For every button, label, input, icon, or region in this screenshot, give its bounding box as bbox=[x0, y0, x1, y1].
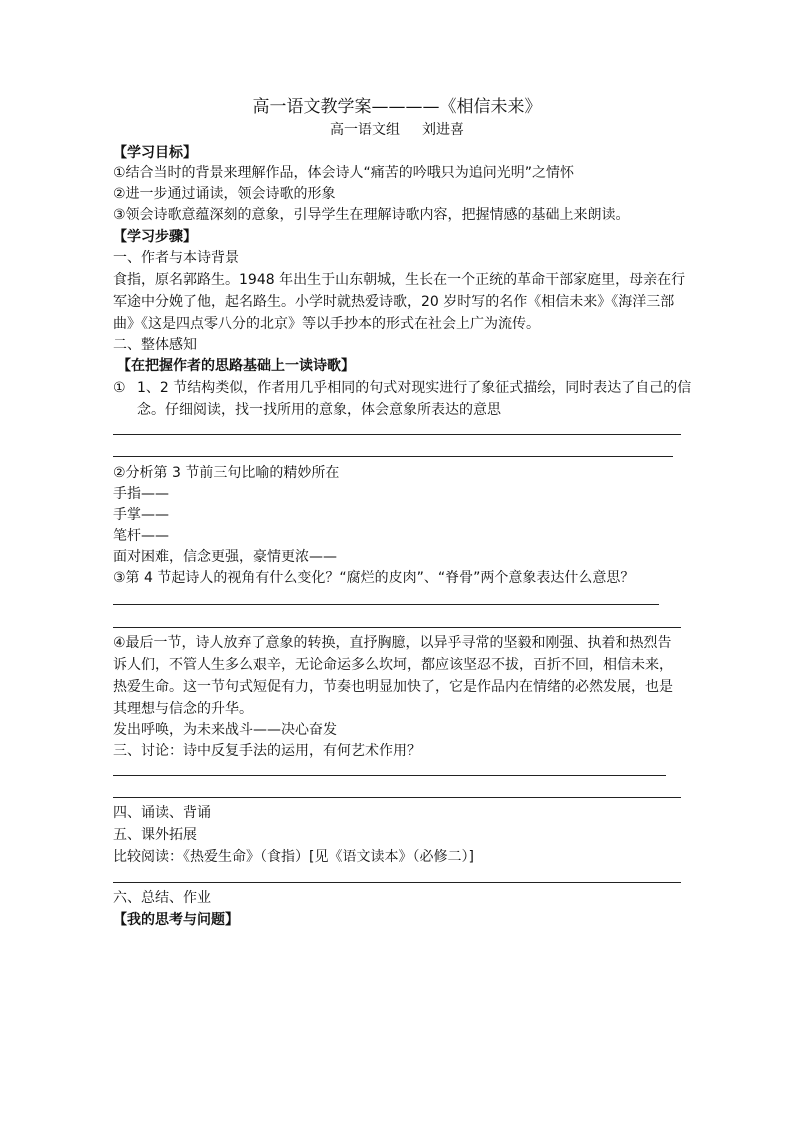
steps-heading: 【学习步骤】 bbox=[113, 229, 197, 245]
answer-line[interactable] bbox=[113, 797, 681, 798]
metaphor-item: 手指—— bbox=[113, 486, 169, 502]
question-line: 念。仔细阅读，找一找所用的意象，体会意象所表达的意思 bbox=[137, 402, 501, 418]
section-heading: 六、总结、作业 bbox=[113, 890, 211, 906]
paragraph-line: ④最后一节，诗人放弃了意象的转换，直抒胸臆，以异乎寻常的坚毅和刚强、执着和热烈告 bbox=[113, 635, 672, 651]
section-heading: 三、讨论：诗中反复手法的运用，有何艺术作用？ bbox=[113, 743, 421, 759]
group-name: 高一语文组 bbox=[330, 122, 400, 138]
paragraph-line: 热爱生命。这一节句式短促有力，节奏也明显加快了，它是作品内在情绪的必然发展，也是 bbox=[113, 679, 673, 695]
paragraph-line: 军途中分娩了他，起名路生。小学时就热爱诗歌，20 岁时写的名作《相信未来》《海洋三部 bbox=[113, 294, 675, 310]
answer-line[interactable] bbox=[113, 775, 666, 776]
sub-heading: 【在把握作者的思路基础上一读诗歌】 bbox=[117, 358, 355, 374]
objective-item: ③领会诗歌意蕴深刻的意象，引导学生在理解诗歌内容，把握情感的基础上来朗读。 bbox=[113, 207, 630, 223]
page-subtitle bbox=[0, 120, 794, 140]
paragraph-line: 食指，原名郭路生。1948 年出生于山东朝城，生长在一个正统的革命干部家庭里，母亲在行 bbox=[113, 272, 686, 288]
paragraph-line: 诉人们，不管人生多么艰辛，无论命运多么坎坷，都应该坚忍不拔，百折不回，相信未来， bbox=[113, 657, 673, 673]
reading-line: 比较阅读：《热爱生命》（食指）[见《语文读本》（必修二）] bbox=[113, 849, 474, 865]
question-line: 1、2 节结构类似，作者用几乎相同的句式对现实进行了象征式描绘，同时表达了自己的信 bbox=[137, 380, 692, 396]
reflection-heading: 【我的思考与问题】 bbox=[113, 912, 239, 928]
objective-item: ①结合当时的背景来理解作品，体会诗人“痛苦的吟哦只为追问光明”之情怀 bbox=[113, 165, 575, 181]
summary-line: 面对困难，信念更强，豪情更浓—— bbox=[113, 549, 337, 565]
metaphor-item: 笔杆—— bbox=[113, 528, 169, 544]
question-line: ②分析第 3 节前三句比喻的精妙所在 bbox=[113, 465, 340, 481]
section-heading: 四、诵读、背诵 bbox=[113, 805, 211, 821]
paragraph-line: 其理想与信念的升华。 bbox=[113, 701, 253, 717]
paragraph-line: 曲》《这是四点零八分的北京》等以手抄本的形式在社会上广为流传。 bbox=[113, 316, 540, 332]
section-heading: 一、作者与本诗背景 bbox=[113, 250, 239, 266]
answer-line[interactable] bbox=[113, 456, 673, 457]
objectives-heading: 【学习目标】 bbox=[113, 145, 197, 161]
answer-line[interactable] bbox=[113, 604, 659, 605]
author-name: 刘进喜 bbox=[422, 122, 464, 138]
answer-line[interactable] bbox=[113, 882, 681, 883]
section-heading: 五、课外拓展 bbox=[113, 827, 197, 843]
page-title: 高一语文教学案————《相信未来》 bbox=[252, 97, 542, 117]
question-line: ③第 4 节起诗人的视角有什么变化？“腐烂的皮肉”、“脊骨”两个意象表达什么意思？ bbox=[113, 570, 635, 586]
question-number: ① bbox=[113, 380, 126, 396]
objective-item: ②进一步通过诵读，领会诗歌的形象 bbox=[113, 186, 336, 202]
section-heading: 二、整体感知 bbox=[113, 337, 197, 353]
summary-line: 发出呼唤，为未来战斗——决心奋发 bbox=[113, 722, 337, 738]
answer-line[interactable] bbox=[113, 627, 681, 628]
metaphor-item: 手掌—— bbox=[113, 507, 169, 523]
answer-line[interactable] bbox=[113, 434, 681, 435]
